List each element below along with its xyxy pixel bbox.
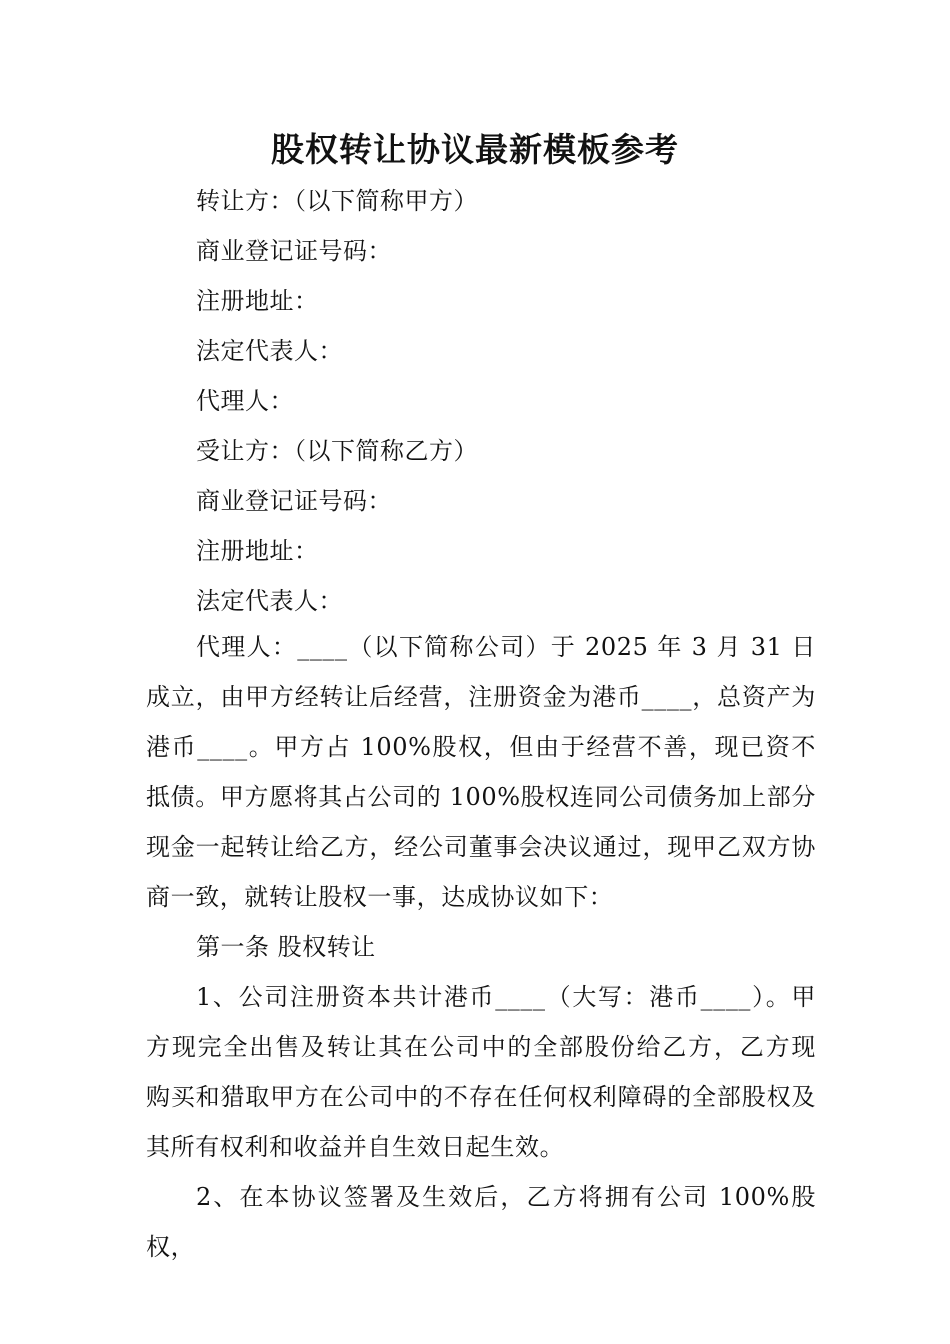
legal-representative-field: 法定代表人：: [196, 337, 343, 365]
transferor-field: 转让方：（以下简称甲方）: [196, 187, 478, 215]
business-registration-number-field: 商业登记证号码：: [196, 237, 392, 265]
registered-address-field: 注册地址：: [196, 287, 319, 315]
registered-address-field-2: 注册地址：: [196, 537, 319, 565]
agent-field: 代理人：: [196, 387, 294, 415]
business-registration-number-field-2: 商业登记证号码：: [196, 487, 392, 515]
transferee-field: 受让方：（以下简称乙方）: [196, 437, 478, 465]
document-title: 股权转让协议最新模板参考: [271, 130, 679, 169]
legal-representative-field-2: 法定代表人：: [196, 587, 343, 615]
article-heading: 第一条 股权转让: [196, 933, 376, 961]
clause-1-paragraph: 1、公司注册资本共计港币____（大写：港币____）。甲方现完全出售及转让其在公司中的全部股份给乙方，乙方现 购买和猎取甲方在公司中的不存在任何权利障碍的全部股权及其所有权利和收益并自生效日起生效。: [146, 983, 816, 1161]
intro-paragraph: 代理人：____（以下简称公司）于 2025 年 3 月 31 日成立，由甲方经转让后经营，注册资金为港币____，总资产为港币____。甲方占 100%股权，但由于经营不善，现已资不抵债。甲方愿将其占公司的 100%股权连同公司债务加上部分现金一起转让给乙方，经公司董事会决议通过，现甲乙双方协商一致，就转让股权一事，达成协议如下：: [146, 633, 816, 911]
clause-2-paragraph: 2、在本协议签署及生效后，乙方将拥有公司 100%股权，: [146, 1183, 816, 1261]
